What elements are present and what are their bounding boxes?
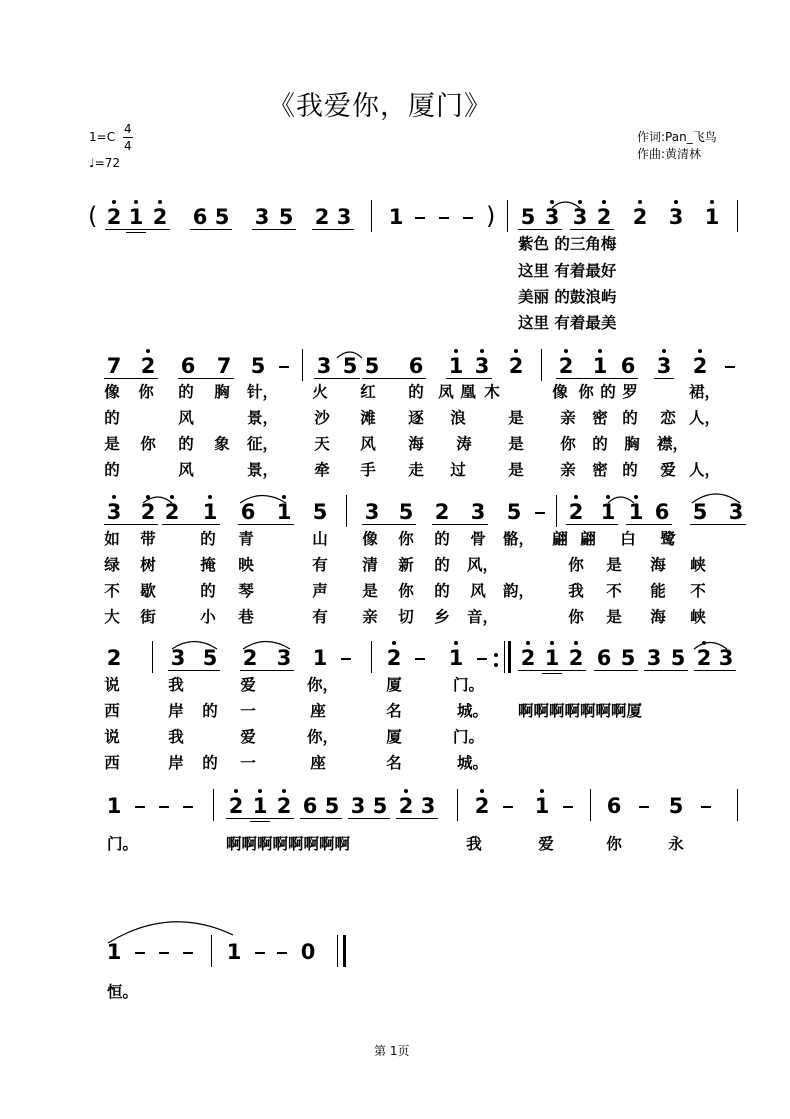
note: 2 bbox=[434, 500, 450, 524]
lyric-char: 说 bbox=[104, 676, 120, 694]
lyric-char: 襟， bbox=[657, 435, 689, 453]
lyric-char: 海 bbox=[650, 608, 666, 626]
note: 2 bbox=[106, 205, 122, 229]
note: 2 bbox=[568, 500, 584, 524]
note: 1 bbox=[276, 500, 292, 524]
lyric-char: 山 bbox=[312, 530, 328, 548]
note: 5 bbox=[692, 500, 708, 524]
slur bbox=[243, 642, 290, 650]
lyric-char: 走 bbox=[408, 461, 424, 479]
lyric-char: 城。 bbox=[457, 754, 489, 772]
note: 6 bbox=[240, 500, 256, 524]
lyric-char: 的 bbox=[104, 461, 120, 479]
note: 2 bbox=[242, 646, 258, 670]
lyric-char: 街 bbox=[140, 608, 156, 626]
note: 3 bbox=[276, 646, 292, 670]
lyric-char: 是 bbox=[606, 556, 622, 574]
lyric-char: 木 bbox=[484, 383, 500, 401]
note: 2 bbox=[398, 794, 414, 818]
lyric-char: 是 bbox=[508, 409, 524, 427]
slur bbox=[172, 642, 217, 650]
lyric-char: 映 bbox=[238, 556, 254, 574]
note: 5 bbox=[278, 205, 294, 229]
lyric-char: 浪 bbox=[450, 409, 466, 427]
lyric-char: 音， bbox=[467, 608, 499, 626]
lyric-char: 如 bbox=[104, 530, 120, 548]
note: 1 bbox=[704, 205, 720, 229]
note: 1 bbox=[448, 354, 464, 378]
lyric-char: 的 bbox=[104, 409, 120, 427]
lyric-char: 的 bbox=[202, 754, 218, 772]
note: 5 bbox=[214, 205, 230, 229]
lyric-char: 人， bbox=[689, 409, 721, 427]
lyric-char: 胸 bbox=[214, 383, 230, 401]
lyric-char: 的 bbox=[202, 702, 218, 720]
note: 2 bbox=[386, 646, 402, 670]
lyric-char: 牵 bbox=[314, 461, 330, 479]
note: 2 bbox=[596, 205, 612, 229]
note: 2 bbox=[106, 646, 122, 670]
lyric-char: 切 bbox=[398, 608, 414, 626]
lyric-char: 树 bbox=[140, 556, 156, 574]
lyric-char: 你， bbox=[307, 676, 339, 694]
lyric-char: 凰 bbox=[460, 383, 476, 401]
key-signature: 1=C bbox=[89, 130, 116, 144]
note: 5 bbox=[520, 205, 536, 229]
note: 1 bbox=[226, 940, 242, 964]
lyric-char: 能 bbox=[650, 582, 666, 600]
lyric-char: 青 bbox=[238, 530, 254, 548]
lyric-char: 亲 bbox=[560, 461, 576, 479]
note: 2 bbox=[508, 354, 524, 378]
note: 7 bbox=[216, 354, 232, 378]
lyric-char: 是 bbox=[508, 461, 524, 479]
lyric-char: 岸 bbox=[168, 754, 184, 772]
note: 5 bbox=[342, 354, 358, 378]
lyric-char: 手 bbox=[360, 461, 376, 479]
lyric-char: 韵， bbox=[503, 582, 535, 600]
note: 1 bbox=[534, 794, 550, 818]
slur bbox=[608, 497, 634, 503]
open-paren: ( bbox=[88, 202, 98, 230]
lyric-char: 清 bbox=[362, 556, 378, 574]
lyric-char: 的 bbox=[200, 530, 216, 548]
lyric-char: 人， bbox=[689, 461, 721, 479]
lyric-char: 乡 bbox=[434, 608, 450, 626]
tempo-marking: ♩=72 bbox=[89, 156, 120, 170]
lyric-char: 歇 bbox=[140, 582, 156, 600]
lyric-char: 掩 bbox=[200, 556, 216, 574]
lyric-char: 我 bbox=[568, 582, 584, 600]
lyric-char: 罗 bbox=[622, 383, 638, 401]
slur bbox=[143, 497, 172, 503]
note: 2 bbox=[228, 794, 244, 818]
lyric-char: 爱 bbox=[538, 835, 554, 853]
lyric-line: 紫色 的三角梅 bbox=[518, 235, 617, 253]
note: 1 bbox=[106, 794, 122, 818]
note: 2 bbox=[696, 646, 712, 670]
lyric-char: 你 bbox=[568, 556, 584, 574]
lyric-char: 名 bbox=[386, 754, 402, 772]
lyric-char: 是 bbox=[104, 435, 120, 453]
note: 5 bbox=[364, 354, 380, 378]
note: 1 bbox=[448, 646, 464, 670]
lyric-char: 裙， bbox=[689, 383, 721, 401]
lyric-char: 你 bbox=[578, 383, 594, 401]
lyric-char: 绿 bbox=[104, 556, 120, 574]
lyric-char: 亲 bbox=[560, 409, 576, 427]
note: 2 bbox=[558, 354, 574, 378]
note: 6 bbox=[408, 354, 424, 378]
lyric-char: 有 bbox=[312, 608, 328, 626]
lyric-char: 风， bbox=[467, 556, 499, 574]
lyric-char: 亲 bbox=[362, 608, 378, 626]
lyric-char: 是 bbox=[508, 435, 524, 453]
lyric-char: 西 bbox=[104, 754, 120, 772]
lyric-char: 门。 bbox=[453, 676, 485, 694]
note: 6 bbox=[620, 354, 636, 378]
note: 3 bbox=[170, 646, 186, 670]
lyric-char: 风 bbox=[470, 582, 486, 600]
note: 6 bbox=[606, 794, 622, 818]
lyric-char: 琴 bbox=[238, 582, 254, 600]
time-signature-bottom: 4 bbox=[124, 139, 132, 153]
lyric-char: 是 bbox=[362, 582, 378, 600]
song-title: 《我爱你，厦门》 bbox=[268, 91, 492, 122]
lyric-char: 小 bbox=[200, 608, 216, 626]
lyric-char: 风 bbox=[360, 435, 376, 453]
note: 1 bbox=[628, 500, 644, 524]
lyric-line: 这里 有着最好 bbox=[518, 262, 617, 280]
lyric-char: 峡 bbox=[690, 556, 706, 574]
lyric-line: 啊啊啊啊啊啊啊啊 bbox=[226, 835, 351, 853]
lyric-char: 风 bbox=[178, 409, 194, 427]
note: 3 bbox=[572, 205, 588, 229]
note: 2 bbox=[474, 794, 490, 818]
lyric-char: 你 bbox=[568, 608, 584, 626]
lyric-char: 骨 bbox=[470, 530, 486, 548]
note: 3 bbox=[106, 500, 122, 524]
lyric-char: 胸 bbox=[624, 435, 640, 453]
note: 1 bbox=[252, 794, 268, 818]
lyric-char: 的 bbox=[200, 582, 216, 600]
lyric-char: 的 bbox=[178, 383, 194, 401]
lyric-char: 你 bbox=[140, 435, 156, 453]
note: 5 bbox=[312, 500, 328, 524]
note: 3 bbox=[364, 500, 380, 524]
note: 1 bbox=[202, 500, 218, 524]
lyric-char: 鹭 bbox=[660, 530, 676, 548]
lyric-char: 的 bbox=[434, 582, 450, 600]
lyric-line: 啊啊啊啊啊啊啊厦 bbox=[518, 702, 643, 720]
lyric-char: 凤 bbox=[438, 383, 454, 401]
note: 1 bbox=[128, 205, 144, 229]
note: 5 bbox=[620, 646, 636, 670]
slur bbox=[694, 643, 727, 650]
lyric-char: 门。 bbox=[453, 728, 485, 746]
lyric-char: 密 bbox=[592, 461, 608, 479]
note: 3 bbox=[656, 354, 672, 378]
lyric-char: 你 bbox=[138, 383, 154, 401]
lyric-char: 新 bbox=[398, 556, 414, 574]
lyric-char: 的 bbox=[600, 383, 616, 401]
note: 3 bbox=[718, 646, 734, 670]
lyric-char: 的 bbox=[592, 435, 608, 453]
lyric-line: 这里 有着最美 bbox=[518, 314, 617, 332]
lyric-char: 说 bbox=[104, 728, 120, 746]
lyric-char: 你 bbox=[606, 835, 622, 853]
lyric-char: 巷 bbox=[238, 608, 254, 626]
note: 5 bbox=[668, 794, 684, 818]
lyric-char: 峡 bbox=[690, 608, 706, 626]
lyric-char: 逐 bbox=[408, 409, 424, 427]
lyric-char: 声 bbox=[312, 582, 328, 600]
note: 5 bbox=[506, 500, 522, 524]
lyric-char: 城。 bbox=[457, 702, 489, 720]
page-footer: 第 1页 bbox=[374, 1044, 410, 1058]
note: 6 bbox=[596, 646, 612, 670]
lyric-line: 美丽 的鼓浪屿 bbox=[518, 288, 617, 306]
lyric-char: 恋 bbox=[660, 409, 676, 427]
lyric-char: 白 bbox=[620, 530, 636, 548]
lyric-char: 门。 bbox=[107, 835, 139, 853]
lyric-char: 海 bbox=[650, 556, 666, 574]
note: 2 bbox=[152, 205, 168, 229]
lyric-char: 永 bbox=[668, 835, 684, 853]
lyric-char: 不 bbox=[606, 582, 622, 600]
lyric-char: 你， bbox=[307, 728, 339, 746]
lyric-char: 征， bbox=[247, 435, 279, 453]
note: 5 bbox=[202, 646, 218, 670]
lyric-char: 爱 bbox=[660, 461, 676, 479]
lyric-char: 大 bbox=[104, 608, 120, 626]
lyric-char: 你 bbox=[560, 435, 576, 453]
lyric-char: 我 bbox=[168, 676, 184, 694]
lyric-char: 针， bbox=[247, 383, 279, 401]
lyric-char: 名 bbox=[386, 702, 402, 720]
lyric-char: 像 bbox=[104, 383, 120, 401]
lyric-char: 有 bbox=[312, 556, 328, 574]
lyric-char: 骼， bbox=[503, 530, 535, 548]
lyric-char: 爱 bbox=[240, 728, 256, 746]
note: 5 bbox=[250, 354, 266, 378]
lyric-char: 的 bbox=[622, 461, 638, 479]
lyric-char: 海 bbox=[408, 435, 424, 453]
note: 1 bbox=[388, 205, 404, 229]
note: 2 bbox=[140, 354, 156, 378]
lyric-char: 爱 bbox=[240, 676, 256, 694]
note: 5 bbox=[398, 500, 414, 524]
lyric-char: 西 bbox=[104, 702, 120, 720]
lyric-char: 翩 bbox=[552, 530, 568, 548]
note: 7 bbox=[106, 354, 122, 378]
slur bbox=[692, 494, 740, 503]
lyric-char: 涛 bbox=[456, 435, 472, 453]
lyric-char: 的 bbox=[622, 409, 638, 427]
lyric-char: 恒。 bbox=[107, 983, 139, 1001]
slur bbox=[337, 352, 362, 358]
composer-credit: 作曲:黄清林 bbox=[637, 147, 702, 161]
lyric-char: 过 bbox=[450, 461, 466, 479]
lyric-char: 你 bbox=[398, 530, 414, 548]
note: 2 bbox=[568, 646, 584, 670]
lyric-char: 带 bbox=[140, 530, 156, 548]
lyric-char: 我 bbox=[466, 835, 482, 853]
note: 1 bbox=[312, 646, 328, 670]
lyric-char: 座 bbox=[310, 702, 326, 720]
lyric-char: 的 bbox=[434, 556, 450, 574]
lyricist-credit: 作词:Pan_飞鸟 bbox=[637, 130, 717, 144]
note: 3 bbox=[470, 500, 486, 524]
lyric-char: 像 bbox=[362, 530, 378, 548]
lyric-char: 滩 bbox=[360, 409, 376, 427]
lyric-char: 我 bbox=[168, 728, 184, 746]
note: 5 bbox=[372, 794, 388, 818]
note: 2 bbox=[276, 794, 292, 818]
lyric-char: 的 bbox=[178, 435, 194, 453]
note: 2 bbox=[140, 500, 156, 524]
note: 3 bbox=[474, 354, 490, 378]
lyric-char: 的 bbox=[408, 383, 424, 401]
lyric-char: 火 bbox=[312, 383, 328, 401]
note: 5 bbox=[324, 794, 340, 818]
lyric-char: 红 bbox=[360, 383, 376, 401]
lyric-char: 的 bbox=[434, 530, 450, 548]
note: 2 bbox=[692, 354, 708, 378]
note: 2 bbox=[520, 646, 536, 670]
lyric-char: 翩 bbox=[580, 530, 596, 548]
note: 3 bbox=[420, 794, 436, 818]
note: 6 bbox=[654, 500, 670, 524]
lyric-char: 你 bbox=[398, 582, 414, 600]
lyric-char: 像 bbox=[552, 383, 568, 401]
slur bbox=[240, 496, 286, 504]
lyric-char: 是 bbox=[606, 608, 622, 626]
note: 3 bbox=[316, 354, 332, 378]
note: 1 bbox=[106, 940, 122, 964]
lyric-char: 密 bbox=[592, 409, 608, 427]
note: 3 bbox=[336, 205, 352, 229]
note: 3 bbox=[646, 646, 662, 670]
note: 3 bbox=[728, 500, 744, 524]
lyric-char: 一 bbox=[240, 754, 256, 772]
note: 6 bbox=[302, 794, 318, 818]
note: 2 bbox=[314, 205, 330, 229]
note: 0 bbox=[300, 940, 316, 964]
tie bbox=[108, 922, 233, 943]
lyric-char: 象 bbox=[214, 435, 230, 453]
lyric-char: 岸 bbox=[168, 702, 184, 720]
note: 1 bbox=[600, 500, 616, 524]
note: 5 bbox=[670, 646, 686, 670]
lyric-char: 景， bbox=[247, 409, 279, 427]
time-signature-top: 4 bbox=[124, 122, 132, 136]
lyric-char: 一 bbox=[240, 702, 256, 720]
lyric-char: 厦 bbox=[386, 676, 402, 694]
note: 1 bbox=[544, 646, 560, 670]
lyric-char: 景， bbox=[247, 461, 279, 479]
note: 3 bbox=[350, 794, 366, 818]
note: 3 bbox=[668, 205, 684, 229]
note: 3 bbox=[544, 205, 560, 229]
note: 6 bbox=[180, 354, 196, 378]
slur bbox=[552, 202, 580, 208]
note: 2 bbox=[164, 500, 180, 524]
lyric-char: 座 bbox=[310, 754, 326, 772]
lyric-char: 厦 bbox=[386, 728, 402, 746]
note: 3 bbox=[254, 205, 270, 229]
note: 2 bbox=[632, 205, 648, 229]
lyric-char: 沙 bbox=[314, 409, 330, 427]
close-paren: ) bbox=[486, 202, 496, 230]
note: 1 bbox=[592, 354, 608, 378]
note: 6 bbox=[192, 205, 208, 229]
lyric-char: 不 bbox=[690, 582, 706, 600]
lyric-char: 风 bbox=[178, 461, 194, 479]
lyric-char: 天 bbox=[314, 435, 330, 453]
lyric-char: 不 bbox=[104, 582, 120, 600]
